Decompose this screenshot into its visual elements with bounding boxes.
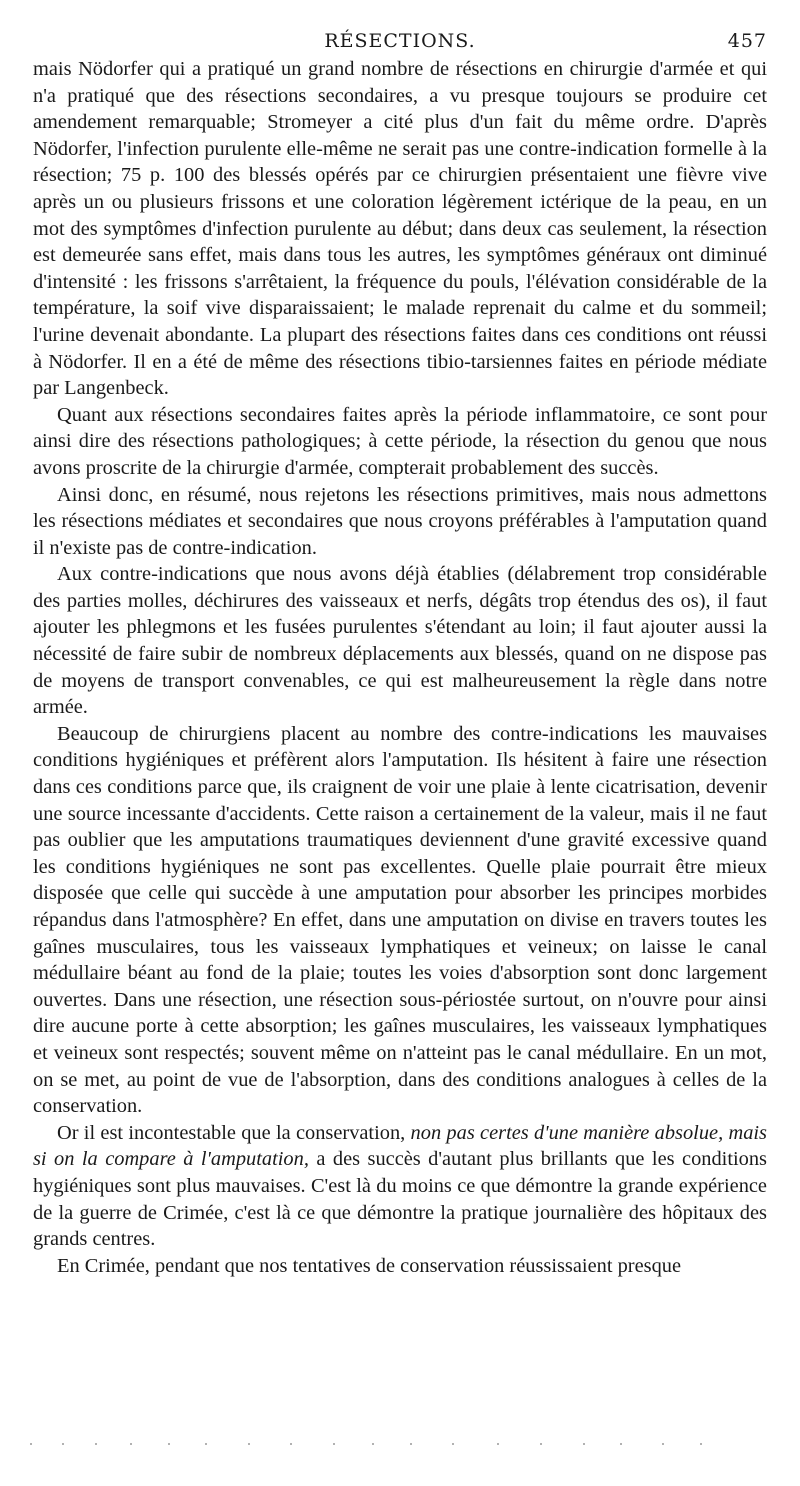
body-text: [33, 56, 767, 1279]
speck: [583, 1443, 585, 1445]
running-title: RÉSECTIONS.: [324, 30, 476, 52]
speck: [95, 1443, 97, 1445]
page-number: 457: [727, 30, 767, 52]
speck: [290, 1443, 292, 1445]
running-header: [33, 24, 767, 56]
paragraph: [33, 402, 767, 482]
speck: [540, 1443, 542, 1445]
speck: [168, 1443, 170, 1445]
italic-phrase: non pas certes d'une manière absolue, mais si on la compare à l'amputation,: [33, 1121, 767, 1171]
paragraph: [33, 721, 767, 1120]
paragraph-text: En Crimée, pendant que nos tentatives de conservation réussissaient presque: [57, 1254, 682, 1277]
paragraph: [33, 1253, 767, 1280]
speck: [410, 1443, 412, 1445]
paragraph: [33, 1120, 767, 1253]
page-edge-specks: [0, 1440, 800, 1450]
speck: [248, 1443, 250, 1445]
speck: [662, 1443, 664, 1445]
paragraph-text: Aux contre-indications que nous avons déjà établies (délabrement trop considérable des parties molles, déchirures des vaisseaux et nerfs, dégâts trop étendus des os), il faut ajouter les phlegmons et les fusées purulentes s'étendant au loin; il faut ajouter aussi la nécessité de faire subir de nombreux déplacements aux blessés, quand on ne dispose pas de moyens de transport convenables, ce qui est malheureusement la règle dans notre armée.: [33, 563, 767, 719]
paragraph: [33, 56, 767, 402]
speck: [205, 1443, 207, 1445]
speck: [372, 1443, 374, 1445]
speck: [452, 1443, 454, 1445]
paragraph-text: Quant aux résections secondaires faites après la période inflammatoire, ce sont pour ainsi dire des résections pathologiques; à cette période, la résection du genou que nous avons proscrite de la chirurgie d'armée, compterait probablement des succès.: [33, 403, 767, 479]
paragraph-text: Ainsi donc, en résumé, nous rejetons les résections primitives, mais nous admettons les résections médiates et secondaires que nous croyons préférables à l'amputation quand il n'existe pas de contre-indication.: [33, 483, 767, 559]
speck: [497, 1443, 499, 1445]
paragraph-text: Beaucoup de chirurgiens placent au nombre des contre-indications les mauvaises conditions hygiéniques et préfèrent alors l'amputation. Ils hésitent à faire une résection dans ces conditions parce que, ils craignent de voir une plaie à lente cicatrisation, devenir une source incessante d'accidents. Cette raison a certainement de la valeur, mais il ne faut pas oublier que les amputations traumatiques deviennent d'une gravité excessive quand les conditions hygiéniques ne sont pas excellentes. Quelle plaie pourrait être mieux disposée que celle qui succède à une amputation pour absorber les principes morbides répandus dans l'atmosphère? En effet, dans une amputation on divise en travers toutes les gaînes musculaires, tous les vaisseaux lymphatiques et veineux; on laisse le canal médullaire béant au fond de la plaie; toutes les voies d'absorption sont donc largement ouvertes. Dans une résection, une résection sous-périostée surtout, on n'ouvre pour ainsi dire aucune porte à cette absorption; les gaînes musculaires, les vaisseaux lymphatiques et veineux sont respectés; souvent même on n'atteint pas le canal médullaire. En un mot, on se met, au point de vue de l'absorption, dans des conditions analogues à celles de la conservation.: [33, 722, 767, 1118]
paragraph-text: Or il est incontestable que la conservation,: [57, 1121, 411, 1144]
speck: [700, 1443, 702, 1445]
paragraph-text: a des succès d'autant plus brillants que les conditions hygiéniques sont plus mauvaises. C'est là du moins ce que démontre la grande expérience de la guerre de Crimée, c'est là ce que démontre la pratique journalière des hôpitaux des grands centres.: [33, 1148, 767, 1251]
paragraph: [33, 561, 767, 721]
speck: [620, 1443, 622, 1445]
paragraph: [33, 482, 767, 562]
speck: [130, 1443, 132, 1445]
book-page: [33, 24, 767, 1279]
speck: [62, 1443, 64, 1445]
speck: [333, 1443, 335, 1445]
speck: [30, 1443, 32, 1445]
paragraph-text: mais Nödorfer qui a pratiqué un grand nombre de résections en chirurgie d'armée et qui n'a pratiqué que des résections secondaires, a vu presque toujours se produire cet amendement remarquable; Stromeyer a cité plus d'un fait du même ordre. D'après Nödorfer, l'infection purulente elle-même ne serait pas une contre-indication formelle à la résection; 75 p. 100 des blessés opérés par ce chirurgien présentaient une fièvre vive après un ou plusieurs frissons et une coloration légèrement ictérique de la peau, en un mot des symptômes d'infection purulente au début; dans deux cas seulement, la résection est demeurée sans effet, mais dans tous les autres, les symptômes généraux ont diminué d'intensité : les frissons s'arrêtaient, la fréquence du pouls, l'élévation considérable de la température, la soif vive disparaissaient; le malade reprenait du calme et du sommeil; l'urine devenait abondante. La plupart des résections faites dans ces conditions ont réussi à Nödorfer. Il en a été de même des résections tibio-tarsiennes faites en période médiate par Langenbeck.: [33, 58, 767, 400]
